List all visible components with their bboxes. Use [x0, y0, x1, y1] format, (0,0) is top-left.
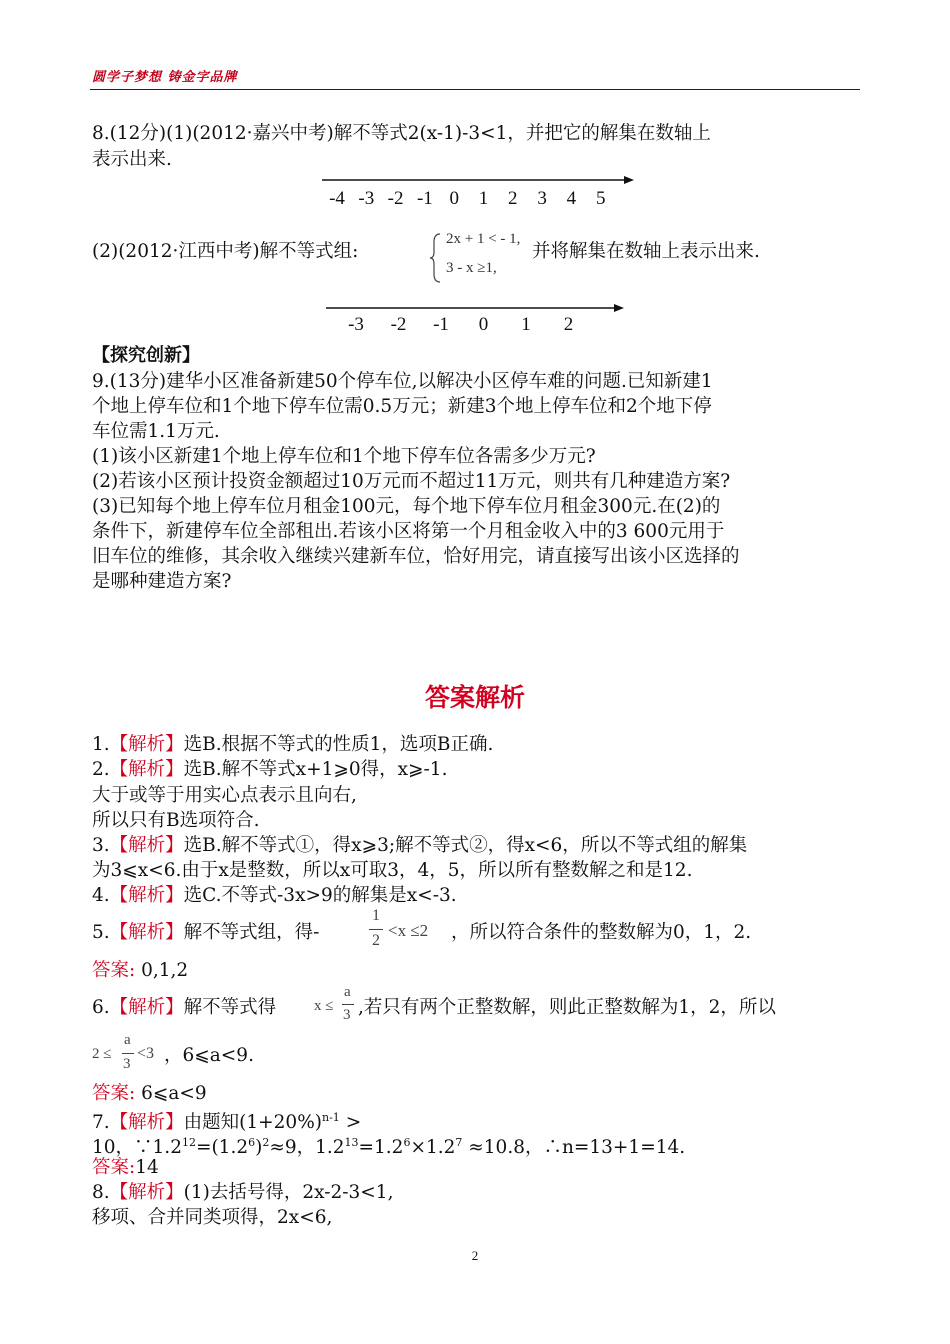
header-slogan: 圆学子梦想 铸金字品牌	[92, 70, 238, 85]
header-divider	[90, 89, 860, 90]
axis-tick-label: 1	[521, 314, 531, 335]
q8-part2-prefix: (2)(2012·江西中考)解不等式组:	[92, 241, 359, 262]
answer-8: 8.【解析】(1)去括号得，2x-2-3<1,	[92, 1182, 394, 1203]
axis-tick-label: 0	[478, 314, 489, 335]
system-equation-2: 3 - x ≥1,	[446, 260, 497, 276]
fraction-bar	[369, 929, 383, 930]
answer-6-result: 答案: 6⩽a<9	[92, 1083, 207, 1104]
explore-line: (1)该小区新建1个地上停车位和1个地下停车位各需多少万元?	[92, 446, 596, 467]
axis-tick-label: -3	[358, 188, 375, 209]
answer-3-line-2: 为3⩽x<6.由于x是整数，所以x可取3，4，5，所以所有整数解之和是12.	[92, 860, 693, 881]
axis-tick-label: 0	[449, 188, 459, 209]
answer-1: 1.【解析】选B.根据不等式的性质1，选项B正确.	[92, 734, 494, 755]
system-equation-1: 2x + 1 < - 1,	[446, 231, 521, 247]
axis-tick-label: 4	[566, 188, 577, 209]
answer-6-l2-frac-den: 3	[123, 1056, 131, 1072]
answer-3: 3.【解析】选B.解不等式①，得x⩾3;解不等式②，得x<6，所以不等式组的解集	[92, 835, 748, 856]
analysis-tag: 【解析】	[109, 997, 184, 1018]
answer-5-frac-num: 1	[372, 907, 380, 924]
q8-line-2: 表示出来.	[92, 149, 172, 170]
explore-line: (2)若该小区预计投资金额超过10万元而不超过11万元，则共有几种建造方案?	[92, 471, 731, 492]
answer-5-result: 答案: 0,1,2	[92, 960, 189, 981]
axis-tick-label: -3	[348, 314, 364, 335]
answers-title: 答案解析	[424, 683, 525, 712]
explore-line: 9.(13分)建华小区准备新建50个停车位,以解决小区停车难的问题.已知新建1	[92, 371, 713, 392]
analysis-tag: 【解析】	[109, 1182, 184, 1203]
axis-tick-label: 1	[478, 188, 489, 209]
axis-tick-label: 5	[595, 188, 606, 209]
system-brace	[430, 232, 442, 284]
answer-5-frac-den: 2	[372, 932, 380, 949]
answer-5-post: ，所以符合条件的整数解为0，1，2.	[451, 922, 752, 943]
analysis-tag: 【解析】	[109, 885, 184, 906]
explore-title: 【探究创新】	[92, 345, 200, 366]
explore-line: 个地上停车位和1个地下停车位需0.5万元；新建3个地上停车位和2个地下停	[92, 396, 712, 417]
answer-2-line-2: 大于或等于用实心点表示且向右,	[92, 785, 357, 806]
explore-line: (3)已知每个地上停车位月租金100元，每个地下停车位月租金300元.在(2)的	[92, 496, 721, 517]
axis-tick-label: -2	[390, 314, 407, 335]
number-line-2	[322, 298, 632, 338]
explore-line: 条件下，新建停车位全部租出.若该小区将第一个月租金收入中的3 600元用于	[92, 521, 725, 542]
axis-tick-label: -1	[416, 188, 433, 209]
axis-tick-label: -2	[387, 188, 404, 209]
analysis-tag: 【解析】	[109, 835, 184, 856]
answer-6-l2-frac-num: a	[124, 1032, 131, 1048]
analysis-tag: 【解析】	[109, 734, 184, 755]
axis-tick-label: 2	[563, 314, 574, 335]
answer-6-post: ,若只有两个正整数解，则此正整数解为1，2，所以	[358, 997, 776, 1018]
explore-line: 车位需1.1万元.	[92, 421, 220, 442]
axis-tick-label: 3	[537, 188, 547, 209]
answer-6-l2-pre: 2 ≤	[92, 1046, 112, 1062]
answer-6-frac-num: a	[344, 984, 351, 1000]
answer-5-prefix: 5.【解析】解不等式组，得-	[92, 922, 320, 943]
answer-2: 2.【解析】选B.解不等式x+1⩾0得，x⩾-1.	[92, 759, 448, 780]
answer-4: 4.【解析】选C.不等式-3x>9的解集是x<-3.	[92, 885, 457, 906]
answer-7: 7.【解析】由题知$(1+20\%)^{n-1}$ >	[92, 1111, 362, 1134]
answer-6-l2-tail: ，6⩽a<9.	[164, 1045, 254, 1066]
answer-6-x-le: x ≤	[314, 998, 334, 1014]
analysis-tag: 【解析】	[109, 759, 184, 780]
answer-6-l2-post: <3	[137, 1045, 155, 1062]
answer-6-prefix: 6.【解析】解不等式得	[92, 997, 277, 1018]
q8-line-1: 8.(12分)(1)(2012·嘉兴中考)解不等式2(x-1)-3<1，并把它的解集在数轴上	[92, 123, 711, 144]
fraction-bar	[342, 1004, 354, 1005]
analysis-tag: 【解析】	[109, 922, 184, 943]
number-line-1	[318, 170, 638, 210]
answer-7-line-2: 10，$\because 1.2^{12}=(1.2^6)^2\approx 9$，$1.2^{13}=1.2^6\times 1.2^7 \approx 10.8$，∴n=13+1=14.	[92, 1136, 686, 1159]
axis-tick-label: 2	[508, 188, 518, 209]
answer-7-result: 答案:14	[92, 1157, 159, 1178]
q8-part2-suffix: 并将解集在数轴上表示出来.	[532, 241, 760, 262]
answer-2-line-3: 所以只有B选项符合.	[92, 810, 260, 831]
axis-tick-label: -4	[329, 188, 345, 209]
analysis-tag: 【解析】	[109, 1112, 184, 1134]
axis-tick-label: -1	[433, 314, 449, 335]
fraction-bar	[122, 1053, 134, 1054]
answer-8-line-2: 移项、合并同类项得，2x<6,	[92, 1207, 333, 1228]
answer-5-mid: <x ≤2	[388, 921, 429, 940]
page-number: 2	[471, 1248, 479, 1263]
explore-line: 旧车位的维修，其余收入继续兴建新车位，恰好用完，请直接写出该小区选择的	[92, 546, 740, 567]
answer-6-frac-den: 3	[343, 1007, 351, 1023]
explore-line: 是哪种建造方案?	[92, 571, 232, 592]
